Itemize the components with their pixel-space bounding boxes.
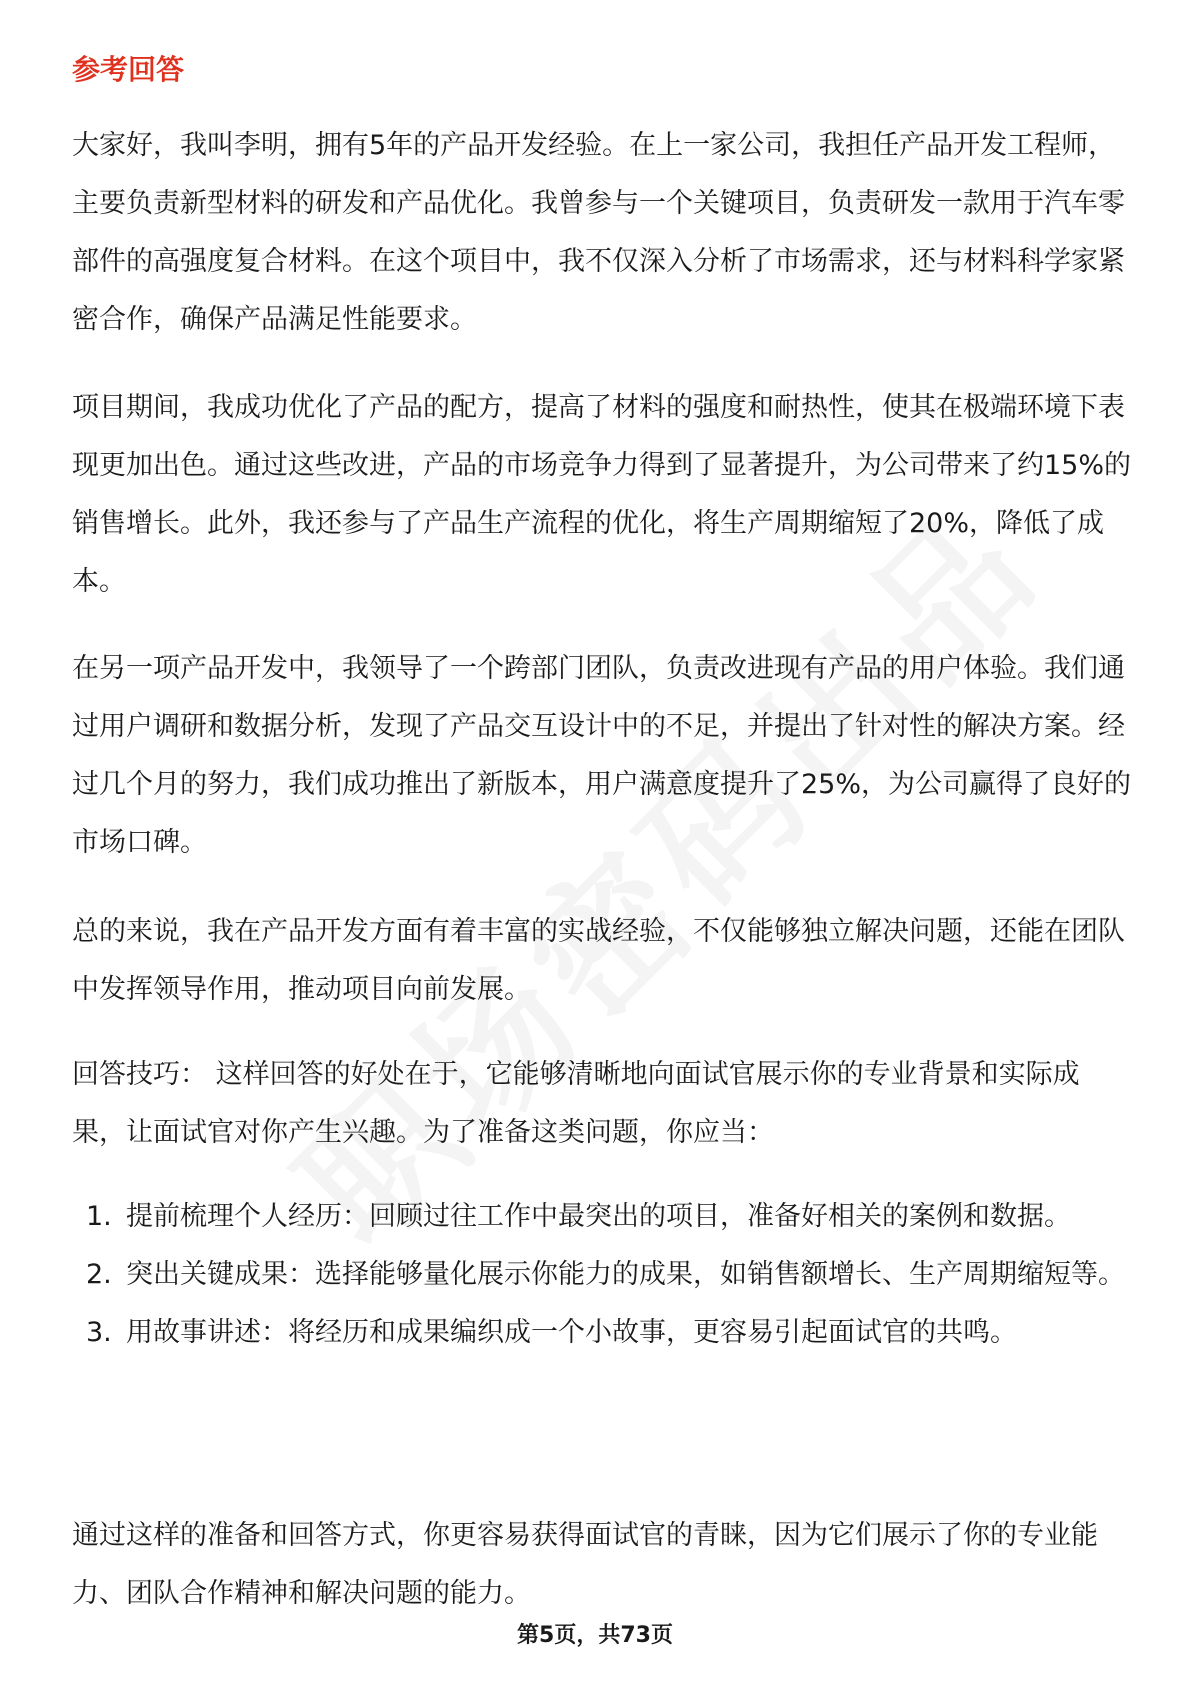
- list-item-number: 2.: [86, 1259, 112, 1290]
- list-item-text: 突出关键成果：选择能够量化展示你能力的成果，如销售额增长、生产周期缩短等。: [126, 1259, 1125, 1290]
- list-item-text: 用故事讲述：将经历和成果编织成一个小故事，更容易引起面试官的共鸣。: [126, 1317, 1017, 1348]
- paragraph-conclusion: 通过这样的准备和回答方式，你更容易获得面试官的青睐，因为它们展示了你的专业能力、团队合作精神和解决问题的能力。: [72, 1520, 1098, 1609]
- list-item: [72, 1246, 1132, 1304]
- list-item-number: 3.: [86, 1317, 112, 1348]
- list-item: [72, 1304, 1132, 1362]
- paragraph-summary: 总的来说，我在产品开发方面有着丰富的实战经验，不仅能够独立解决问题，还能在团队中发挥领导作用，推动项目向前发展。: [72, 916, 1125, 1005]
- tips-list: [72, 1188, 1132, 1362]
- paragraph-tips-intro: 回答技巧： 这样回答的好处在于，它能够清晰地向面试官展示你的专业背景和实际成果，让面试官对你产生兴趣。为了准备这类问题，你应当：: [72, 1059, 1080, 1148]
- paragraph-intro: 大家好，我叫李明，拥有5年的产品开发经验。在上一家公司，我担任产品开发工程师，主要负责新型材料的研发和产品优化。我曾参与一个关键项目，负责研发一款用于汽车零部件的高强度复合材料。在这个项目中，我不仅深入分析了市场需求，还与材料科学家紧密合作，确保产品满足性能要求。: [72, 130, 1125, 335]
- section-heading: 参考回答: [72, 53, 185, 86]
- list-item-number: 1.: [86, 1201, 112, 1232]
- page-number-footer: 第5页，共73页: [517, 1623, 673, 1648]
- list-item: [72, 1188, 1132, 1246]
- paragraph-team: 在另一项产品开发中，我领导了一个跨部门团队，负责改进现有产品的用户体验。我们通过用户调研和数据分析，发现了产品交互设计中的不足，并提出了针对性的解决方案。经过几个月的努力，我们成功推出了新版本，用户满意度提升了25%，为公司赢得了良好的市场口碑。: [72, 653, 1132, 858]
- list-item-text: 提前梳理个人经历：回顾过往工作中最突出的项目，准备好相关的案例和数据。: [126, 1201, 1071, 1232]
- paragraph-project: 项目期间，我成功优化了产品的配方，提高了材料的强度和耐热性，使其在极端环境下表现更加出色。通过这些改进，产品的市场竞争力得到了显著提升，为公司带来了约15%的销售增长。此外，我还参与了产品生产流程的优化，将生产周期缩短了20%，降低了成本。: [72, 392, 1132, 597]
